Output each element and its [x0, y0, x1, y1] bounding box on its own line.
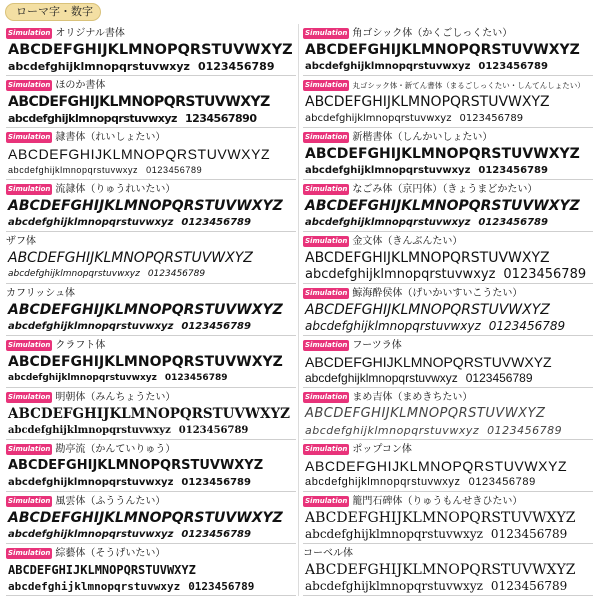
uppercase-sample: ABCDEFGHIJKLMNOPQRSTUVWXYZ: [8, 250, 253, 266]
font-sample-cell: [303, 492, 593, 544]
font-name: 隷書体（れいしょたい）: [55, 131, 166, 143]
font-name: 流隷体（りゅうれいたい）: [55, 183, 176, 195]
font-name: 丸ゴシック体・新てん書体（まるごしっくたい・しんてんしょたい）: [352, 80, 585, 90]
uppercase-sample: ABCDEFGHIJKLMNOPQRSTUVWXYZ: [305, 94, 550, 110]
simulation-badge: Simulation: [305, 445, 348, 453]
font-sample-header: [303, 391, 472, 404]
lowercase-digits-sample: [8, 215, 251, 230]
digits-sample: 0123456789: [468, 476, 536, 488]
font-sample-cell: [6, 388, 296, 440]
digits-sample: 0123456789: [197, 60, 275, 73]
font-sample-cell: [303, 180, 593, 232]
font-name: カフリッシュ体: [6, 287, 75, 299]
digits-sample: 0123456789: [164, 373, 228, 383]
uppercase-sample: ABCDEFGHIJKLMNOPQRSTUVWXYZ: [8, 458, 264, 473]
uppercase-sample: ABCDEFGHIJKLMNOPQRSTUVWXYZ: [8, 406, 291, 422]
font-sample-header: [303, 287, 522, 300]
lowercase-sample: abcdefghijklmnopqrstuvwxyz: [8, 529, 174, 540]
lowercase-digits-sample: [305, 423, 562, 438]
font-name: 籠門石碑体（りゅうもんせきひたい）: [352, 495, 523, 507]
uppercase-sample: ABCDEFGHIJKLMNOPQRSTUVWXYZ: [305, 198, 580, 214]
font-sample-cell: [303, 388, 593, 440]
font-sample-header: [6, 547, 165, 560]
font-sample-header: [6, 79, 105, 92]
simulation-badge: Simulation: [8, 393, 51, 401]
font-sample-cell: [6, 128, 296, 180]
lowercase-sample: abcdefghijklmnopqrstuvwxyz: [8, 373, 157, 383]
simulation-badge: Simulation: [8, 133, 51, 141]
digits-sample: 0123456789: [487, 424, 563, 437]
font-name: 明朝体（みんちょうたい）: [55, 391, 176, 403]
font-sample-cell: [6, 284, 296, 336]
uppercase-sample: ABCDEFGHIJKLMNOPQRSTUVWXYZ: [305, 562, 576, 578]
font-sample-cell: [303, 336, 593, 388]
lowercase-sample: abcdefghijklmnopqrstuvwxyz: [305, 579, 483, 593]
lowercase-digits-sample: [8, 423, 248, 438]
simulation-badge: Simulation: [8, 497, 51, 505]
font-name: 風雲体（ふううんたい）: [55, 495, 166, 507]
font-sample-header: [303, 27, 512, 40]
lowercase-sample: abcdefghijklmnopqrstuvwxyz: [305, 319, 481, 333]
digits-sample: 0123456789: [181, 217, 251, 228]
simulation-badge: Simulation: [305, 29, 348, 37]
uppercase-sample: ABCDEFGHIJKLMNOPQRSTUVWXYZ: [8, 42, 293, 58]
font-sample-header: [303, 235, 462, 248]
font-sample-cell: [6, 232, 296, 284]
simulation-badge: Simulation: [8, 445, 51, 453]
font-sample-cell: [6, 76, 296, 128]
uppercase-sample: ABCDEFGHIJKLMNOPQRSTUVWXYZ: [305, 510, 576, 526]
simulation-badge: Simulation: [8, 29, 51, 37]
font-sample-header: [6, 495, 165, 508]
digits-sample: 0123456789: [181, 529, 251, 540]
lowercase-digits-sample: [305, 527, 567, 542]
font-sample-cell: [6, 544, 296, 596]
font-sample-cell: [303, 544, 593, 596]
digits-sample: 1234567890: [184, 112, 257, 125]
digits-sample: 0123456789: [147, 269, 206, 279]
lowercase-digits-sample: [305, 475, 536, 490]
font-sample-header: [6, 391, 175, 404]
font-name: なごみ体（京円体）（きょうまどかたい）: [352, 183, 538, 195]
font-name: クラフト体: [55, 339, 106, 351]
font-name: 綜藝体（そうげいたい）: [55, 547, 166, 559]
digits-sample: 0123456789: [459, 113, 524, 124]
lowercase-digits-sample: [305, 319, 565, 334]
font-name: オリジナル書体: [55, 27, 125, 39]
lowercase-sample: abcdefghijklmnopqrstuvwxyz: [8, 112, 177, 125]
digits-sample: 0123456789: [181, 321, 251, 332]
lowercase-digits-sample: [305, 579, 567, 594]
simulation-badge: Simulation: [8, 81, 51, 89]
simulation-badge: Simulation: [8, 341, 51, 349]
uppercase-sample: ABCDEFGHIJKLMNOPQRSTUVWXYZ: [8, 94, 270, 110]
font-name: まめ吉体（まめきちたい）: [352, 391, 473, 403]
font-sample-header: [6, 183, 175, 196]
font-sample-header: [303, 443, 412, 456]
font-name: ほのか書体: [55, 79, 106, 91]
section-title-tab: ローマ字・数字: [5, 3, 101, 21]
simulation-badge: Simulation: [8, 185, 51, 193]
column-divider: [298, 24, 299, 596]
uppercase-sample: ABCDEFGHIJKLMNOPQRSTUVWXYZ: [8, 354, 283, 370]
lowercase-digits-sample: [305, 111, 523, 126]
font-list-right: [303, 24, 593, 596]
uppercase-sample: ABCDEFGHIJKLMNOPQRSTUVWXYZ: [8, 563, 196, 577]
lowercase-digits-sample: [8, 163, 202, 178]
digits-sample: 0123456789: [490, 579, 568, 593]
lowercase-digits-sample: [8, 579, 254, 594]
simulation-badge: Simulation: [305, 185, 348, 193]
lowercase-sample: abcdefghijklmnopqrstuvwxyz: [8, 217, 174, 228]
digits-sample: 0123456789: [146, 165, 203, 175]
font-sample-header: [303, 131, 492, 144]
uppercase-sample: ABCDEFGHIJKLMNOPQRSTUVWXYZ: [305, 146, 580, 162]
lowercase-digits-sample: [8, 267, 205, 282]
uppercase-sample: ABCDEFGHIJKLMNOPQRSTUVWXYZ: [305, 354, 552, 370]
font-sample-cell: [303, 76, 593, 128]
lowercase-sample: abcdefghijklmnopqrstuvwxyz: [305, 217, 471, 228]
font-name: ザフ体: [6, 235, 36, 247]
font-sample-header: [6, 287, 75, 300]
font-sample-header: [303, 183, 537, 196]
simulation-badge: Simulation: [305, 497, 348, 505]
lowercase-sample: abcdefghijklmnopqrstuvwxyz: [305, 165, 471, 176]
font-name: 新楷書体（しんかいしょたい）: [352, 131, 493, 143]
lowercase-digits-sample: [8, 59, 274, 74]
digits-sample: 0123456789: [188, 580, 255, 593]
font-sample-header: [303, 339, 402, 352]
digits-sample: 0123456789: [503, 267, 587, 282]
lowercase-digits-sample: [8, 475, 251, 490]
font-sample-header: [6, 235, 36, 248]
font-sample-header: [6, 27, 125, 40]
font-list-left: [6, 24, 296, 596]
simulation-badge: Simulation: [305, 133, 348, 141]
simulation-badge: Simulation: [305, 393, 348, 401]
uppercase-sample: ABCDEFGHIJKLMNOPQRSTUVWXYZ: [305, 302, 550, 318]
lowercase-digits-sample: [8, 111, 256, 126]
lowercase-digits-sample: [305, 163, 548, 178]
simulation-badge: Simulation: [305, 341, 348, 349]
lowercase-sample: abcdefghijklmnopqrstuvwxyz: [305, 113, 452, 124]
lowercase-sample: abcdefghijklmnopqrstuvwxyz: [305, 424, 480, 437]
lowercase-sample: abcdefghijklmnopqrstuvwxyz: [8, 165, 139, 175]
font-sample-cell: [6, 180, 296, 232]
font-sample-header: [303, 79, 585, 92]
lowercase-sample: abcdefghijklmnopqrstuvwxyz: [8, 60, 190, 73]
lowercase-sample: abcdefghijklmnopqrstuvwxyz: [305, 371, 458, 385]
simulation-badge: Simulation: [305, 81, 348, 89]
lowercase-digits-sample: [305, 59, 548, 74]
digits-sample: 0123456789: [490, 527, 568, 541]
uppercase-sample: ABCDEFGHIJKLMNOPQRSTUVWXYZ: [305, 250, 550, 266]
uppercase-sample: ABCDEFGHIJKLMNOPQRSTUVWXYZ: [8, 510, 283, 526]
uppercase-sample: ABCDEFGHIJKLMNOPQRSTUVWXYZ: [8, 198, 283, 214]
font-name: 角ゴシック体（かくごしっくたい）: [352, 27, 513, 39]
lowercase-sample: abcdefghijklmnopqrstuvwxyz: [8, 580, 181, 593]
simulation-badge: Simulation: [305, 289, 348, 297]
simulation-badge: Simulation: [305, 237, 348, 245]
lowercase-digits-sample: [305, 371, 533, 386]
uppercase-sample: ABCDEFGHIJKLMNOPQRSTUVWXYZ: [8, 302, 283, 318]
font-sample-header: [6, 131, 165, 144]
uppercase-sample: ABCDEFGHIJKLMNOPQRSTUVWXYZ: [8, 146, 271, 162]
digits-sample: 0123456789: [478, 217, 548, 228]
uppercase-sample: ABCDEFGHIJKLMNOPQRSTUVWXYZ: [305, 458, 568, 474]
font-name: 金文体（きんぶんたい）: [352, 235, 463, 247]
uppercase-sample: ABCDEFGHIJKLMNOPQRSTUVWXYZ: [305, 406, 546, 421]
simulation-badge: Simulation: [8, 549, 51, 557]
uppercase-sample: ABCDEFGHIJKLMNOPQRSTUVWXYZ: [305, 42, 580, 58]
lowercase-digits-sample: [8, 319, 251, 334]
font-sample-cell: [6, 336, 296, 388]
digits-sample: 0123456789: [478, 165, 548, 176]
lowercase-sample: abcdefghijklmnopqrstuvwxyz: [305, 61, 471, 72]
digits-sample: 0123456789: [465, 371, 533, 385]
lowercase-sample: abcdefghijklmnopqrstuvwxyz: [8, 477, 174, 488]
digits-sample: 0123456789: [178, 425, 249, 436]
digits-sample: 0123456789: [181, 477, 251, 488]
digits-sample: 0123456789: [478, 61, 548, 72]
font-sample-cell: [303, 128, 593, 180]
lowercase-sample: abcdefghijklmnopqrstuvwxyz: [305, 476, 461, 488]
font-name: フーツラ体: [352, 339, 402, 351]
font-sample-cell: [6, 24, 296, 76]
font-sample-cell: [303, 24, 593, 76]
lowercase-digits-sample: [305, 267, 586, 282]
font-name: ポップコン体: [352, 443, 412, 455]
font-sample-header: [6, 339, 105, 352]
lowercase-sample: abcdefghijklmnopqrstuvwxyz: [305, 527, 483, 541]
font-sample-cell: [303, 284, 593, 336]
font-sample-cell: [6, 492, 296, 544]
font-sample-cell: [303, 232, 593, 284]
lowercase-sample: abcdefghijklmnopqrstuvwxyz: [305, 267, 496, 282]
lowercase-sample: abcdefghijklmnopqrstuvwxyz: [8, 425, 171, 436]
lowercase-digits-sample: [305, 215, 548, 230]
digits-sample: 0123456789: [488, 319, 566, 333]
font-sample-header: [303, 547, 353, 560]
lowercase-digits-sample: [8, 371, 227, 386]
font-sample-cell: [303, 440, 593, 492]
lowercase-sample: abcdefghijklmnopqrstuvwxyz: [8, 269, 140, 279]
lowercase-sample: abcdefghijklmnopqrstuvwxyz: [8, 321, 174, 332]
font-name: 勘亭流（かんていりゅう）: [55, 443, 176, 455]
lowercase-digits-sample: [8, 527, 251, 542]
font-sample-header: [303, 495, 522, 508]
font-name: コーベル体: [303, 547, 353, 559]
font-sample-header: [6, 443, 175, 456]
font-sample-cell: [6, 440, 296, 492]
font-name: 鯨海酔侯体（げいかいすいこうたい）: [352, 287, 523, 299]
